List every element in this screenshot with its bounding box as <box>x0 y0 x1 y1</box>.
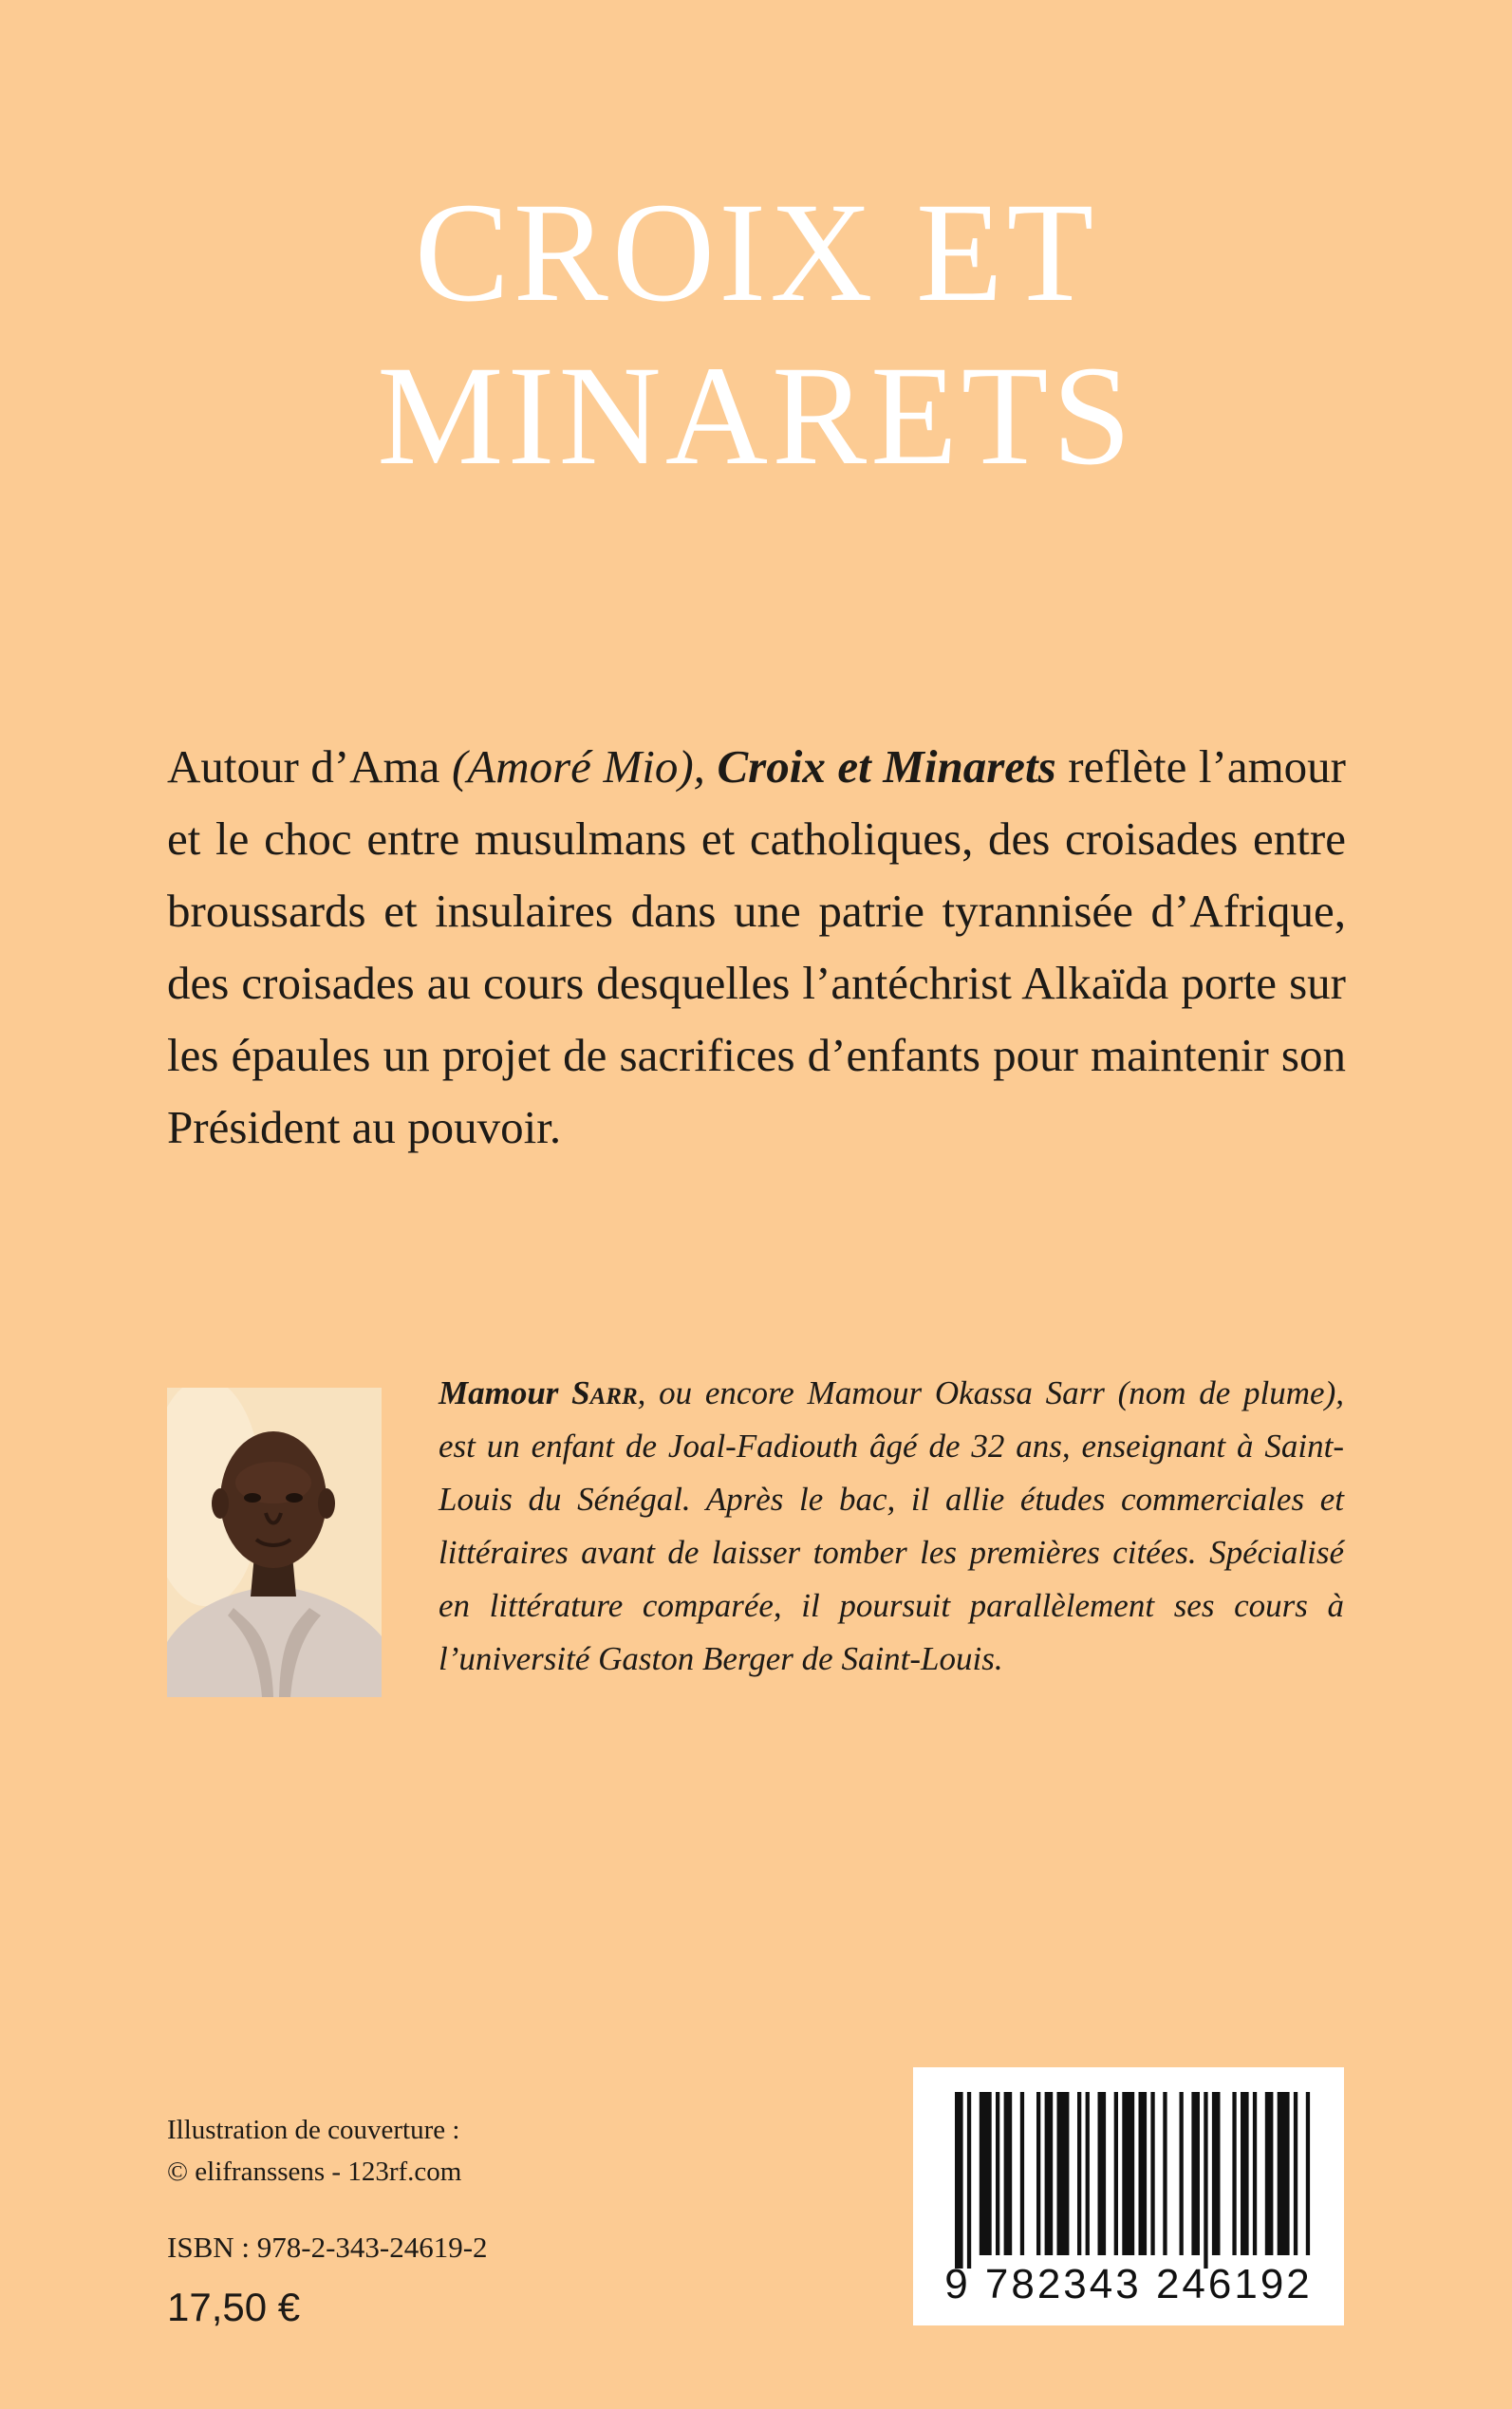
book-title-line-1: CROIX ET <box>414 174 1098 331</box>
author-first-name: Mamour <box>439 1374 572 1411</box>
summary-rest: reflète l’amour et le choc entre musulmans et catholiques, des croisades entre broussards et insulaires dans une patrie tyrannisée d’Afrique, des croisades au cours desquelles l’antéchrist Alkaïda porte sur les épaules un projet de sacrifices d’enfants pour maintenir son Président au pouvoir. <box>167 740 1347 1153</box>
barcode <box>913 2067 1344 2325</box>
author-bio <box>439 1367 1344 1686</box>
summary-book-name: Croix et Minarets <box>717 740 1056 793</box>
price: 17,50 € <box>167 2285 301 2329</box>
book-summary <box>167 731 1346 1164</box>
author-portrait-icon <box>167 1388 382 1697</box>
author-bio-text: , ou encore Mamour Okassa Sarr (nom de plume), est un enfant de Joal-Fadiouth âgé de 32 ans, enseignant à Saint-Louis du Sénégal. Après le bac, il allie études commerciales et littéraires avant de laisser tomber les premières citées. Spécialisé en littérature comparée, il poursuit parallèlement ses cours à l’université Gaston Berger de Saint-Louis. <box>439 1374 1344 1677</box>
barcode-digits: 9 782343 246192 <box>944 2261 1313 2307</box>
book-title-line-2: MINARETS <box>377 337 1135 495</box>
cover-credit-label: Illustration de couverture : <box>167 2115 460 2145</box>
author-last-name: Sarr <box>571 1374 638 1411</box>
isbn: ISBN : 978-2-343-24619-2 <box>167 2231 488 2264</box>
cover-credit <box>167 2109 461 2193</box>
summary-italic: (Amoré Mio), <box>451 740 718 793</box>
summary-prefix: Autour d’Ama <box>167 740 452 793</box>
book-title <box>0 171 1512 497</box>
author-photo <box>167 1388 382 1697</box>
cover-credit-source: © elifranssens - 123rf.com <box>167 2157 462 2187</box>
